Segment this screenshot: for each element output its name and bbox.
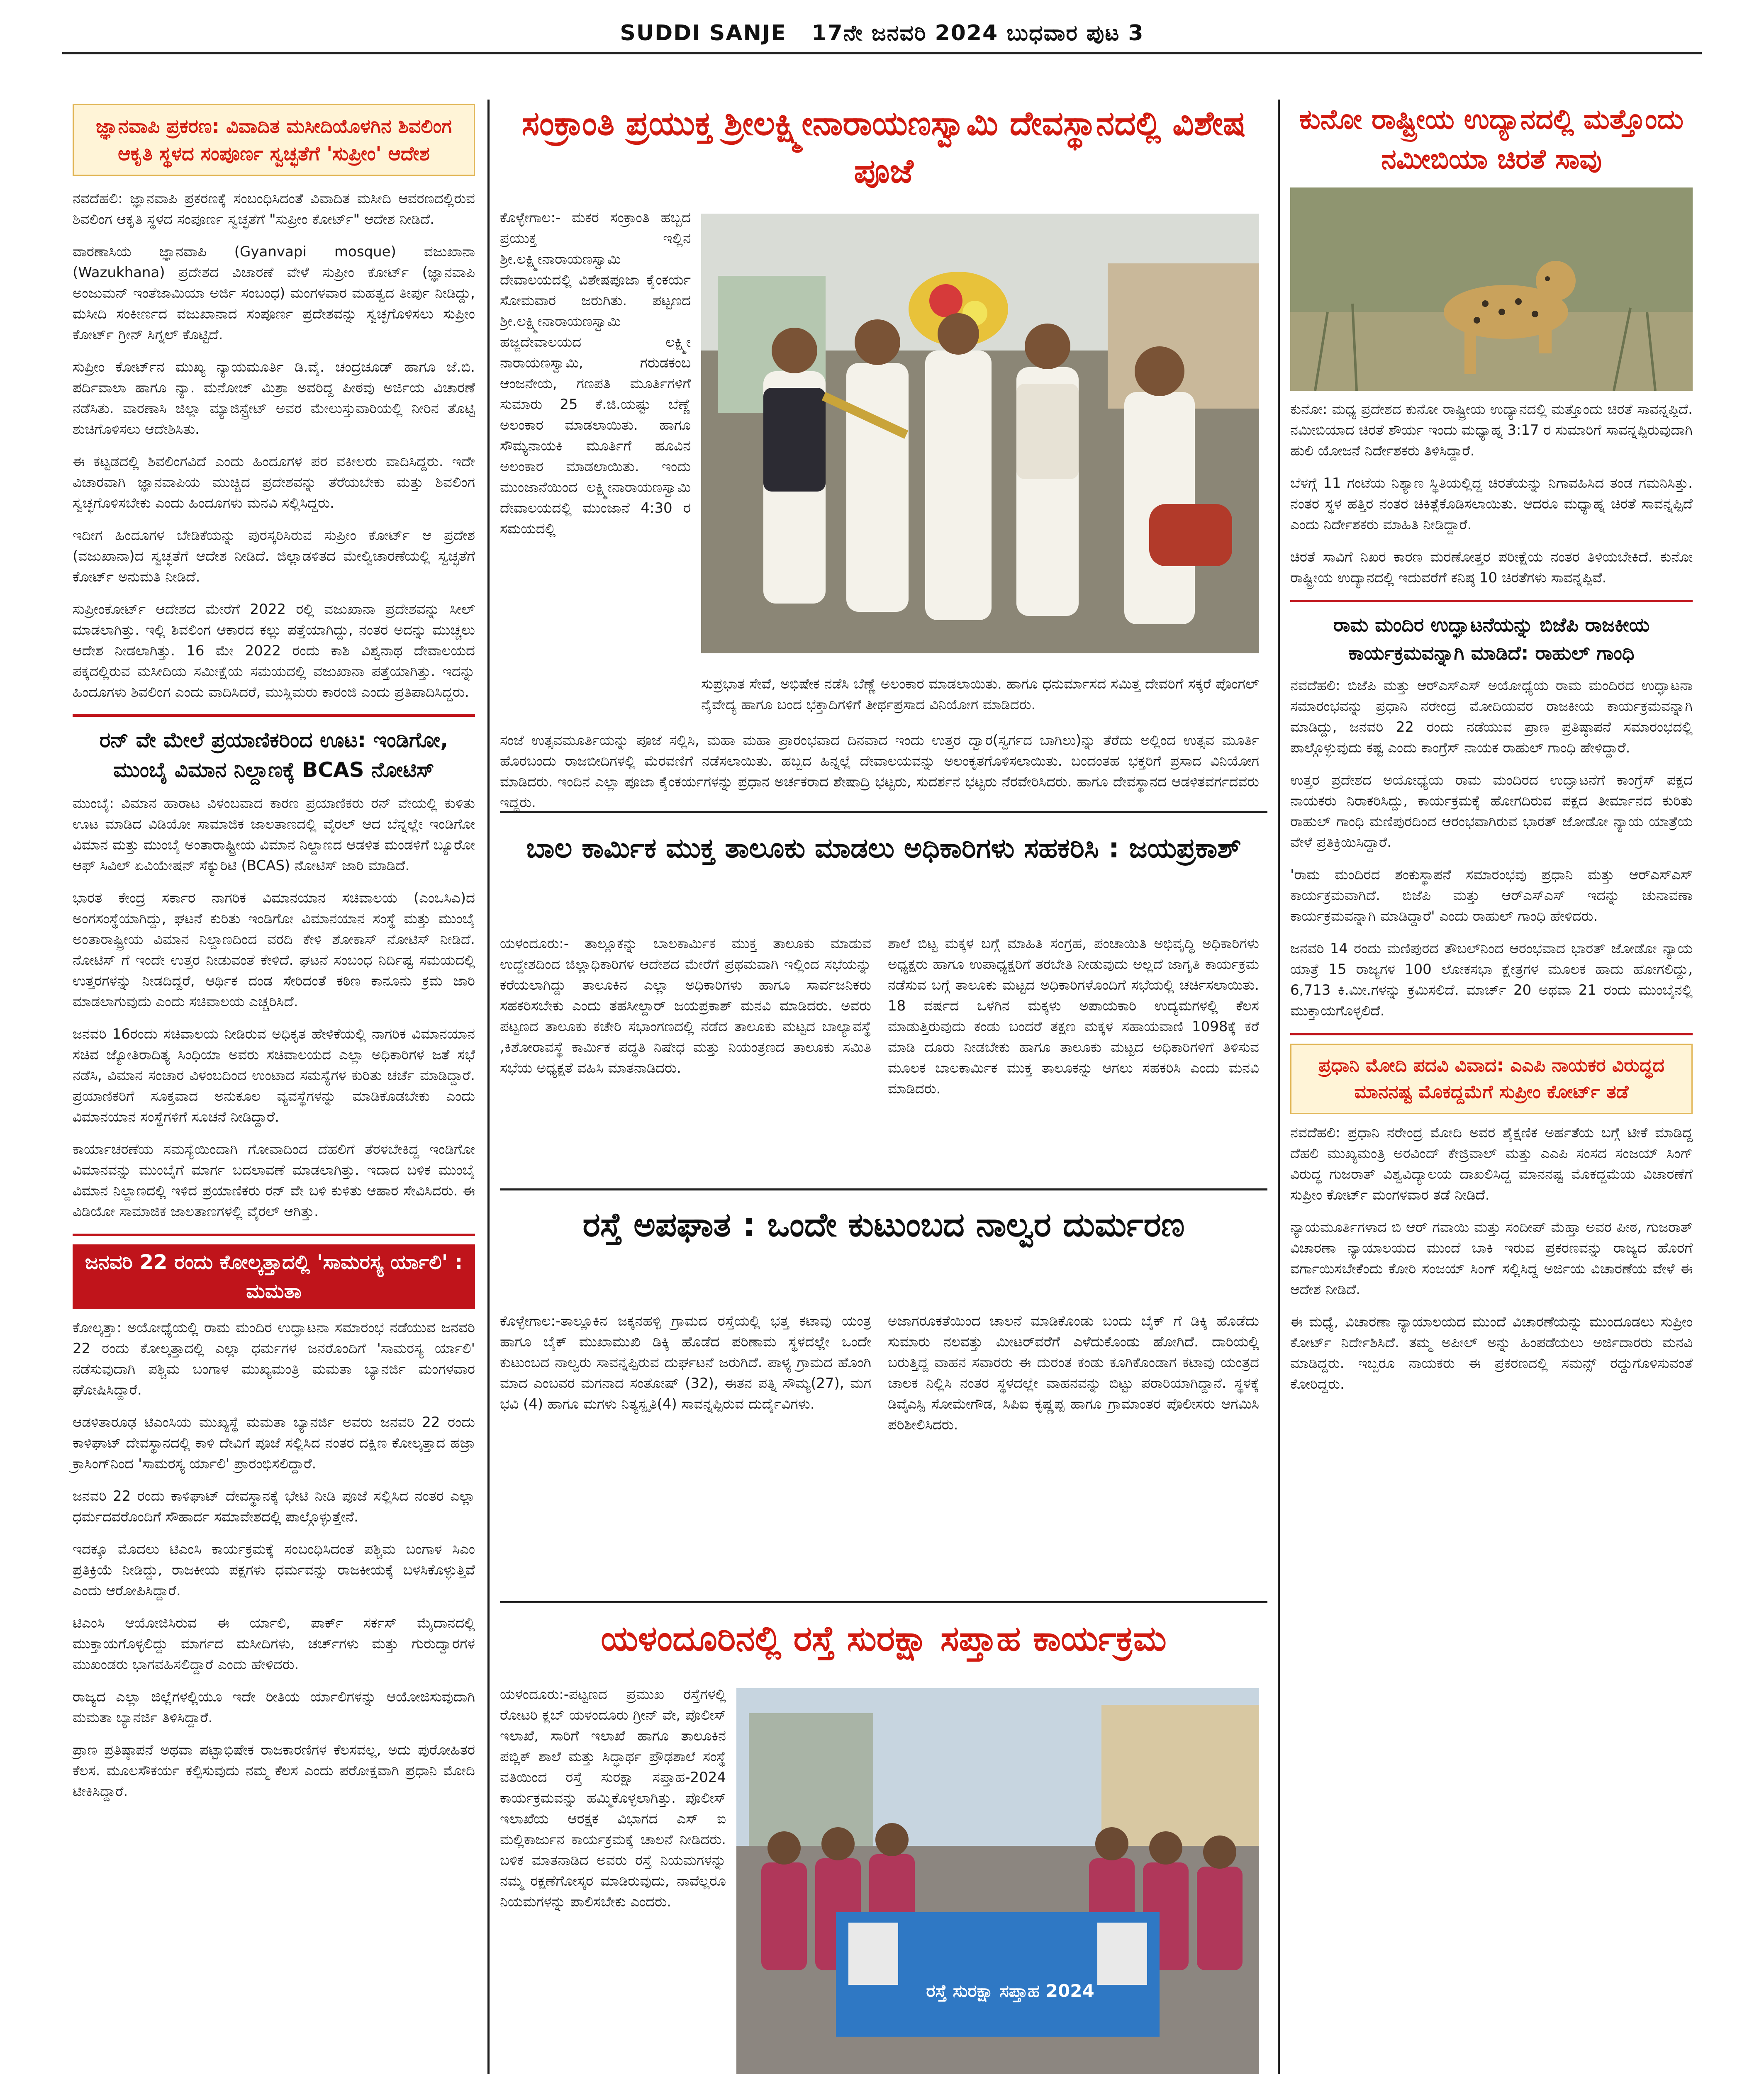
sankranti-left-text-col bbox=[500, 207, 691, 664]
road-safety-left-text: ಯಳಂದೂರು:-ಪಟ್ಟಣದ ಪ್ರಮುಖ ರಸ್ತೆಗಳಲ್ಲಿ ರೋಟರಿ ಕ್ಲಬ್ ಯಳಂದೂರು ಗ್ರೀನ್ ವೇ, ಪೊಲೀಸ್ ಇಲಾಖೆ, ಸಾರಿಗೆ ಇಲಾಖೆ ಹಾಗೂ ತಾಲೂಕಿನ ಪಬ್ಲಿಕ್ ಶಾಲೆ ಮತ್ತು ಸಿದ್ಧಾರ್ಥ ಪ್ರೌಢಶಾಲೆ ಸಂಸ್ಥೆ ವತಿಯಿಂದ ರಸ್ತೆ ಸುರಕ್ಷಾ ಸಪ್ತಾಹ-2024 ಕಾರ್ಯಕ್ರಮವನ್ನು ಹಮ್ಮಿಕೊಳ್ಳಲಾಗಿತ್ತು. ಪೊಲೀಸ್ ಇಲಾಖೆಯ ಆರಕ್ಷಕ ವಿಭಾಗದ ಎಸ್ ಐ ಮಲ್ಲಿಕಾರ್ಜುನ ಕಾರ್ಯಕ್ರಮಕ್ಕೆ ಚಾಲನೆ ನೀಡಿದರು. ಬಳಿಕ ಮಾತನಾಡಿದ ಅವರು ರಸ್ತೆ ನಿಯಮಗಳನ್ನು ನಮ್ಮ ರಕ್ಷಣೆಗೋಸ್ಕರ ಮಾಡಿರುವುದು, ನಾವೆಲ್ಲರೂ ನಿಯಮಗಳನ್ನು ಪಾಲಿಸಬೇಕು ಎಂದರು. bbox=[500, 1686, 726, 1910]
rahul-headline: ರಾಮ ಮಂದಿರ ಉದ್ಘಾಟನೆಯನ್ನು ಬಿಜೆಪಿ ರಾಜಕೀಯ ಕಾರ್ಯಕ್ರಮವನ್ನಾಗಿ ಮಾಡಿದೆ: ರಾಹುಲ್ ಗಾಂಧಿ bbox=[1333, 613, 1650, 664]
child-labour-col-1 bbox=[500, 933, 871, 1090]
runway-paragraph: ಭಾರತ ಕೇಂದ್ರ ಸರ್ಕಾರ ನಾಗರಿಕ ವಿಮಾನಯಾನ ಸಚಿವಾಲಯ (ಎಂಒಸಿಎ)ದ ಅಂಗಸಂಸ್ಥೆಯಾಗಿದ್ದು, ಘಟನೆ ಕುರಿತು ಇಂಡಿಗೋ ವಿಮಾನಯಾನ ಸಂಸ್ಥೆ ಮತ್ತು ಮುಂಬೈ ಅಂತಾರಾಷ್ಟ್ರೀಯ ವಿಮಾನ ನಿಲ್ದಾಣದಿಂದ ವರದಿ ಕೇಳಿ ಶೋಕಾಸ್ ನೋಟಿಸ್ ನೀಡಿದೆ. ನೋಟಿಸ್ ಗೆ ಇಂದೇ ಉತ್ತರ ನೀಡುವಂತೆ ಕೇಳಿದೆ. ಘಟನೆ ಸಂಬಂಧ ನಿರ್ದಿಷ್ಟ ಸಮಯದಲ್ಲಿ ಉತ್ತರಗಳನ್ನು ನೀಡದಿದ್ದರೆ, ಆರ್ಥಿಕ ದಂಡ ಸೇರಿದಂತೆ ಕಠಿಣ ಕಾನೂನು ಕ್ರಮ ಜಾರಿ ಮಾಡಲಾಗುವುದು ಎಂದು ಸಚಿವಾಲಯ ಎಚ್ಚರಿಸಿದೆ. bbox=[73, 890, 475, 1010]
gyanvapi-paragraph: ನವದೆಹಲಿ: ಜ್ಞಾನವಾಪಿ ಪ್ರಕರಣಕ್ಕೆ ಸಂಬಂಧಿಸಿದಂತೆ ವಿವಾದಿತ ಮಸೀದಿ ಆವರಣದಲ್ಲಿರುವ ಶಿವಲಿಂಗ ಆಕೃತಿ ಸ್ಥಳದ ಸಂಪೂರ್ಣ ಸ್ವಚ್ಛತೆಗೆ "ಸುಪ್ರೀಂ ಕೋರ್ಟ್" ಆದೇಶ ನೀಡಿದೆ. bbox=[73, 190, 475, 228]
paper-name: SUDDI SANJE bbox=[620, 21, 787, 46]
rahul-paragraph: ಜನವರಿ 14 ರಂದು ಮಣಿಪುರದ ತೌಬಲ್‌ನಿಂದ ಆರಂಭವಾದ ಭಾರತ್ ಜೋಡೋ ನ್ಯಾಯ ಯಾತ್ರೆ 15 ರಾಜ್ಯಗಳ 100 ಲೋಕಸಭಾ ಕ್ಷೇತ್ರಗಳ ಮೂಲಕ ಹಾದು ಹೋಗಲಿದ್ದು, 6,713 ಕಿ.ಮೀ.ಗಳನ್ನು ಕ್ರಮಿಸಲಿದೆ. ಮಾರ್ಚ್ 20 ಅಥವಾ 21 ರಂದು ಮುಂಬೈನಲ್ಲಿ ಮುಕ್ತಾಯಗೊಳ್ಳಲಿದೆ. bbox=[1290, 940, 1693, 1019]
child-labour-col-2 bbox=[888, 933, 1259, 1111]
accident-text-2: ಅಜಾಗರೂಕತೆಯಿಂದ ಚಾಲನೆ ಮಾಡಿಕೊಂಡು ಬಂದು ಬೈಕ್ ಗೆ ಡಿಕ್ಕಿ ಹೊಡೆದು ಸುಮಾರು ನಲವತ್ತು ಮೀಟರ್‌ವರೆಗೆ ಎಳೆದುಕೊಂಡು ಹೋಗಿದೆ. ದಾರಿಯಲ್ಲಿ ಬರುತ್ತಿದ್ದ ವಾಹನ ಸವಾರರು ಈ ದುರಂತ ಕಂಡು ಕೂಗಿಕೊಂಡಾಗ ಕಟಾವು ಯಂತ್ರದ ಚಾಲಕ ನಿಲ್ಲಿಸಿ ನಂತರ ಸ್ಥಳದಲ್ಲೇ ವಾಹನವನ್ನು ಬಿಟ್ಟು ಪರಾರಿಯಾಗಿದ್ದಾನೆ. ಸ್ಥಳಕ್ಕೆ ಡಿವೈಎಸ್ಪಿ ಸೋಮೇಗೌಡ, ಸಿಪಿಐ ಕೃಷ್ಣಪ್ಪ ಹಾಗೂ ಗ್ರಾಮಾಂತರ ಪೊಲೀಸರು ಆಗಮಿಸಿ ಪರಿಶೀಲಿಸಿದರು. bbox=[888, 1313, 1259, 1433]
accident-headline: ರಸ್ತೆ ಅಪಘಾತ : ಒಂದೇ ಕುಟುಂಬದ ನಾಲ್ವರ ದುರ್ಮರಣ bbox=[582, 1205, 1185, 1244]
cheetah-photo bbox=[1290, 187, 1693, 391]
modi-paragraph: ನವದೆಹಲಿ: ಪ್ರಧಾನಿ ನರೇಂದ್ರ ಮೋದಿ ಅವರ ಶೈಕ್ಷಣಿಕ ಅರ್ಹತೆಯ ಬಗ್ಗೆ ಟೀಕೆ ಮಾಡಿದ್ದ ದೆಹಲಿ ಮುಖ್ಯಮಂತ್ರಿ ಅರವಿಂದ್ ಕೇಜ್ರಿವಾಲ್ ಮತ್ತು ಎಎಪಿ ಸಂಸದ ಸಂಜಯ್ ಸಿಂಗ್ ವಿರುದ್ಧ ಗುಜರಾತ್ ವಿಶ್ವವಿದ್ಯಾಲಯ ದಾಖಲಿಸಿದ್ದ ಮಾನನಷ್ಟ ಮೊಕದ್ದಮೆಯ ವಿಚಾರಣೆಗೆ ಸುಪ್ರೀಂ ಕೋರ್ಟ್ ಮಂಗಳವಾರ ತಡೆ ನೀಡಿದೆ. bbox=[1290, 1125, 1693, 1203]
mamata-paragraph: ಕೋಲ್ಕತ್ತಾ: ಅಯೋಧ್ಯೆಯಲ್ಲಿ ರಾಮ ಮಂದಿರ ಉದ್ಘಾಟನಾ ಸಮಾರಂಭ ನಡೆಯುವ ಜನವರಿ 22 ರಂದು ಕೋಲ್ಕತ್ತಾದಲ್ಲಿ ಎಲ್ಲಾ ಧರ್ಮಗಳ ಜನರೊಂದಿಗೆ 'ಸಾಮರಸ್ಯ ರ್ಯಾಲಿ' ನಡೆಸುವುದಾಗಿ ಪಶ್ಚಿಮ ಬಂಗಾಳ ಮುಖ್ಯಮಂತ್ರಿ ಮಮತಾ ಬ್ಯಾನರ್ಜಿ ಮಂಗಳವಾರ ಘೋಷಿಸಿದ್ದಾರೆ. bbox=[73, 1319, 475, 1398]
gyanvapi-headline-box bbox=[73, 104, 475, 176]
modi-paragraph: ನ್ಯಾಯಮೂರ್ತಿಗಳಾದ ಬಿ ಆರ್ ಗವಾಯಿ ಮತ್ತು ಸಂದೀಪ್ ಮೆಹ್ತಾ ಅವರ ಪೀಠ, ಗುಜರಾತ್ ವಿಚಾರಣಾ ನ್ಯಾಯಾಲಯದ ಮುಂದೆ ಬಾಕಿ ಇರುವ ಪ್ರಕರಣವನ್ನು ರಾಜ್ಯದ ಹೊರಗೆ ವರ್ಗಾಯಿಸಬೇಕೆಂದು ಕೋರಿ ಸಂಜಯ್ ಸಿಂಗ್ ಸಲ್ಲಿಸಿದ್ದ ಅರ್ಜಿಯ ವಿಚಾರಣೆಯ ವೇಳೆ ಈ ಆದೇಶ ನೀಡಿದೆ. bbox=[1290, 1219, 1693, 1298]
mamata-paragraph: ಆಡಳಿತಾರೂಢ ಟಿಎಂಸಿಯ ಮುಖ್ಯಸ್ಥೆ ಮಮತಾ ಬ್ಯಾನರ್ಜಿ ಅವರು ಜನವರಿ 22 ರಂದು ಕಾಳಿಘಾಟ್ ದೇವಸ್ಥಾನದಲ್ಲಿ ಕಾಳಿ ದೇವಿಗೆ ಪೂಜೆ ಸಲ್ಲಿಸಿದ ನಂತರ ದಕ್ಷಿಣ ಕೋಲ್ಕತ್ತಾದ ಹಜ್ರಾ ಕ್ರಾಸಿಂಗ್‌ನಿಂದ 'ಸಾಮರಸ್ಯ ರ್ಯಾಲಿ' ಪ್ರಾರಂಭಿಸಲಿದ್ದಾರೆ. bbox=[73, 1414, 475, 1472]
cheetah-photo-illustration bbox=[1290, 187, 1693, 391]
column-divider-left bbox=[487, 100, 490, 2074]
sankranti-bottom-col bbox=[500, 730, 1259, 825]
mamata-paragraph: ಪ್ರಾಣ ಪ್ರತಿಷ್ಠಾಪನೆ ಅಥವಾ ಪಟ್ಟಾಭಿಷೇಕ ರಾಜಕಾರಣಿಗಳ ಕೆಲಸವಲ್ಲ, ಅದು ಪುರೋಹಿತರ ಕೆಲಸ. ಮೂಲಸೌಕರ್ಯ ಕಲ್ಪಿಸುವುದು ನಮ್ಮ ಕೆಲಸ ಎಂದು ಪರೋಕ್ಷವಾಗಿ ಪ್ರಧಾನಿ ಮೋದಿ ಟೀಕಿಸಿದ್ದಾರೆ. bbox=[73, 1742, 475, 1800]
date-line: 17ನೇ ಜನವರಿ 2024 ಬುಧವಾರ ಪುಟ 3 bbox=[811, 21, 1144, 46]
sankranti-procession-photo bbox=[701, 214, 1259, 653]
road-safety-photo-illustration bbox=[736, 1688, 1259, 2074]
child-labour-headline: ಬಾಲ ಕಾರ್ಮಿಕ ಮುಕ್ತ ತಾಲೂಕು ಮಾಡಲು ಅಧಿಕಾರಿಗಳು ಸಹಕರಿಸಿ : ಜಯಪ್ರಕಾಶ್ bbox=[526, 832, 1241, 864]
cheetah-paragraph: ಕುನೋ: ಮಧ್ಯ ಪ್ರದೇಶದ ಕುನೋ ರಾಷ್ಟ್ರೀಯ ಉದ್ಯಾನದಲ್ಲಿ ಮತ್ತೊಂದು ಚಿರತೆ ಸಾವನ್ನಪ್ಪಿದೆ. ನಮೀಬಿಯಾದ ಚಿರತೆ ಶೌರ್ಯ ಇಂದು ಮಧ್ಯಾಹ್ನ 3:17 ರ ಸುಮಾರಿಗೆ ಸಾವನ್ನಪ್ಪಿರುವುದಾಗಿ ಹುಲಿ ಯೋಜನೆ ನಿರ್ದೇಶಕರು ತಿಳಿಸಿದ್ದಾರೆ. bbox=[1290, 401, 1693, 459]
rahul-paragraph: ನವದೆಹಲಿ: ಬಿಜೆಪಿ ಮತ್ತು ಆರ್‌ಎಸ್‌ಎಸ್ ಅಯೋಧ್ಯೆಯ ರಾಮ ಮಂದಿರದ ಉದ್ಘಾಟನಾ ಸಮಾರಂಭವನ್ನು ಪ್ರಧಾನಿ ನರೇಂದ್ರ ಮೋದಿಯವರ ರಾಜಕೀಯ ಕಾರ್ಯಕ್ರಮವನ್ನಾಗಿ ಮಾಡಿದ್ದು, ಜನವರಿ 22 ರಂದು ನಡೆಯುವ ಪ್ರಾಣ ಪ್ರತಿಷ್ಠಾಪನೆ ಸಮಾರಂಭದಲ್ಲಿ ಪಾಲ್ಗೊಳ್ಳುವುದು ಕಷ್ಟ ಎಂದು ಕಾಂಗ್ರೆಸ್ ನಾಯಕ ರಾಹುಲ್ ಗಾಂಧಿ ಹೇಳಿದ್ದಾರೆ. bbox=[1290, 677, 1693, 756]
mamata-paragraph: ಜನವರಿ 22 ರಂದು ಕಾಳಿಘಾಟ್ ದೇವಸ್ಥಾನಕ್ಕೆ ಭೇಟಿ ನೀಡಿ ಪೂಜೆ ಸಲ್ಲಿಸಿದ ನಂತರ ಎಲ್ಲಾ ಧರ್ಮದವರೊಂದಿಗೆ ಸೌಹಾರ್ದ ಸಮಾವೇಶದಲ್ಲಿ ಪಾಲ್ಗೊಳ್ಳುತ್ತೇನೆ. bbox=[73, 1488, 475, 1525]
sankranti-caption: ಸುಪ್ರಭಾತ ಸೇವೆ, ಅಭಿಷೇಕ ನಡೆಸಿ ಬೆಣ್ಣೆ ಅಲಂಕಾರ ಮಾಡಲಾಯಿತು. ಹಾಗೂ ಧನುರ್ಮಾಸದ ಸಮಿತ್ತ ದೇವರಿಗೆ ಸಕ್ಕರೆ ಪೊಂಗಲ್ ನೈವೇದ್ಯ ಹಾಗೂ ಬಂದ ಭಕ್ತಾದಿಗಳಿಗೆ ತೀರ್ಥಪ್ರಸಾದ ವಿನಿಯೋಗ ಮಾಡಿದರು. bbox=[701, 676, 1259, 713]
center-divider bbox=[500, 1188, 1267, 1190]
center-divider bbox=[500, 811, 1267, 813]
section-divider bbox=[1290, 1033, 1693, 1035]
section-divider bbox=[1290, 600, 1693, 602]
runway-headline: ರನ್ ವೇ ಮೇಲೆ ಪ್ರಯಾಣಿಕರಿಂದ ಊಟ: ಇಂಡಿಗೋ, ಮುಂಬೈ ವಿಮಾನ ನಿಲ್ದಾಣಕ್ಕೆ BCAS ನೋಟಿಸ್ bbox=[99, 728, 448, 782]
section-divider bbox=[73, 1234, 475, 1236]
gyanvapi-headline: ಜ್ಞಾನವಾಪಿ ಪ್ರಕರಣ: ವಿವಾದಿತ ಮಸೀದಿಯೊಳಗಿನ ಶಿವಲಿಂಗ ಆಕೃತಿ ಸ್ಥಳದ ಸಂಪೂರ್ಣ ಸ್ವಚ್ಛತೆಗೆ 'ಸುಪ್ರೀಂ' ಆದೇಶ bbox=[96, 115, 452, 165]
mamata-headline-box bbox=[73, 1244, 475, 1309]
rahul-paragraph: 'ರಾಮ ಮಂದಿರದ ಶಂಕುಸ್ಥಾಪನೆ ಸಮಾರಂಭವು ಪ್ರಧಾನಿ ಮತ್ತು ಆರ್‌ಎಸ್‌ಎಸ್ ಕಾರ್ಯಕ್ರಮವಾಗಿದೆ. ಬಿಜೆಪಿ ಮತ್ತು ಆರ್‌ಎಸ್‌ಎಸ್ ಇದನ್ನು ಚುನಾವಣಾ ಕಾರ್ಯಕ್ರಮವನ್ನಾಗಿ ಮಾಡಿದ್ದಾರೆ' ಎಂದು ರಾಹುಲ್ ಗಾಂಧಿ ಹೇಳಿದರು. bbox=[1290, 867, 1693, 925]
road-safety-group-photo bbox=[736, 1688, 1259, 2074]
runway-paragraph: ಜನವರಿ 16ರಂದು ಸಚಿವಾಲಯ ನೀಡಿರುವ ಅಧಿಕೃತ ಹೇಳಿಕೆಯಲ್ಲಿ ನಾಗರಿಕ ವಿಮಾನಯಾನ ಸಚಿವ ಜ್ಯೋತಿರಾದಿತ್ಯ ಸಿಂಧಿಯಾ ಅವರು ಸಚಿವಾಲಯದ ಎಲ್ಲಾ ಅಧಿಕಾರಿಗಳ ಜತೆ ಸಭೆ ನಡೆಸಿ, ವಿಮಾನ ಸಂಚಾರ ವಿಳಂಬದಿಂದ ಉಂಟಾದ ಸಮಸ್ಯೆಗಳ ಕುರಿತು ಚರ್ಚೆ ಮಾಡಿದ್ದಾರೆ. ಪ್ರಯಾಣಿಕರಿಗೆ ಸೂಕ್ತವಾದ ಅನುಕೂಲ ವ್ಯವಸ್ಥೆಗಳನ್ನು ಮಾಡಿಕೊಡಬೇಕು ಎಂದು ವಿಮಾನಯಾನ ಸಂಸ್ಥೆಗಳಿಗೆ ಸೂಚನೆ ನೀಡಿದ್ದಾರೆ. bbox=[73, 1026, 475, 1125]
gyanvapi-paragraph: ಈ ಕಟ್ಟಡದಲ್ಲಿ ಶಿವಲಿಂಗವಿದೆ ಎಂದು ಹಿಂದೂಗಳ ಪರ ವಕೀಲರು ವಾದಿಸಿದ್ದರು. ಇದೇ ವಿಚಾರವಾಗಿ ಜ್ಞಾನವಾಪಿಯ ಮುಚ್ಚಿದ ಪ್ರದೇಶವನ್ನು ತೆರೆಯಬೇಕು ಮತ್ತು ಶಿವಲಿಂಗ ಸ್ವಚ್ಛಗೊಳಿಸಬೇಕು ಎಂದು ಹಿಂದೂಗಳು ಮನವಿ ಸಲ್ಲಿಸಿದ್ದರು. bbox=[73, 453, 475, 511]
modi-headline-box bbox=[1290, 1044, 1693, 1114]
rahul-paragraph: ಉತ್ತರ ಪ್ರದೇಶದ ಅಯೋಧ್ಯೆಯ ರಾಮ ಮಂದಿರದ ಉದ್ಘಾಟನೆಗೆ ಕಾಂಗ್ರೆಸ್ ಪಕ್ಷದ ನಾಯಕರು ನಿರಾಕರಿಸಿದ್ದು, ಕಾರ್ಯಕ್ರಮಕ್ಕೆ ಹೋಗದಿರುವ ಪಕ್ಷದ ತೀರ್ಮಾನದ ಕುರಿತು ರಾಹುಲ್ ಗಾಂಧಿ ಮಣಿಪುರದಿಂದ ಆರಂಭವಾಗಿರುವ ಭಾರತ್ ಜೋಡೋ ನ್ಯಾಯ ಯಾತ್ರೆಯ ವೇಳೆ ಪ್ರತಿಕ್ರಿಯಿಸಿದ್ದಾರೆ. bbox=[1290, 772, 1693, 851]
mamata-paragraph: ರಾಜ್ಯದ ಎಲ್ಲಾ ಜಿಲ್ಲೆಗಳಲ್ಲಿಯೂ ಇದೇ ರೀತಿಯ ರ್ಯಾಲಿಗಳನ್ನು ಆಯೋಜಿಸುವುದಾಗಿ ಮಮತಾ ಬ್ಯಾನರ್ಜಿ ತಿಳಿಸಿದ್ದಾರೆ. bbox=[73, 1689, 475, 1726]
masthead bbox=[0, 21, 1764, 46]
gyanvapi-paragraph: ಸುಪ್ರೀಂ ಕೋರ್ಟ್‌ನ ಮುಖ್ಯ ನ್ಯಾಯಮೂರ್ತಿ ಡಿ.ವೈ. ಚಂದ್ರಚೂಡ್ ಹಾಗೂ ಜೆ.ಬಿ. ಪರ್ದಿವಾಲಾ ಹಾಗೂ ನ್ಯಾ. ಮನೋಜ್ ಮಿಶ್ರಾ ಅವರಿದ್ದ ಪೀಠವು ಅರ್ಜಿಯ ವಿಚಾರಣೆ ನಡೆಸಿತು. ವಾರಣಾಸಿ ಜಿಲ್ಲಾ ಮ್ಯಾಜಿಸ್ಟ್ರೇಟ್ ಅವರ ಮೇಲುಸ್ತುವಾರಿಯಲ್ಲಿ ನೀರಿನ ತೊಟ್ಟಿ ಶುಚಿಗೊಳಿಸಲು ಆದೇಶಿಸಿತು. bbox=[73, 359, 475, 438]
road-safety-headline: ಯಳಂದೂರಿನಲ್ಲಿ ರಸ್ತೆ ಸುರಕ್ಷಾ ಸಪ್ತಾಹ ಕಾರ್ಯಕ್ರಮ bbox=[601, 1618, 1167, 1659]
sankranti-caption-col bbox=[701, 660, 1259, 729]
mamata-headline: ಜನವರಿ 22 ರಂದು ಕೋಲ್ಕತ್ತಾದಲ್ಲಿ 'ಸಾಮರಸ್ಯ ರ್ಯಾಲಿ' : ಮಮತಾ bbox=[85, 1251, 463, 1303]
masthead-rule bbox=[62, 52, 1702, 54]
cheetah-paragraph: ಚಿರತೆ ಸಾವಿಗೆ ನಿಖರ ಕಾರಣ ಮರಣೋತ್ತರ ಪರೀಕ್ಷೆಯ ನಂತರ ತಿಳಿಯಬೇಕಿದೆ. ಕುನೋ ರಾಷ್ಟ್ರೀಯ ಉದ್ಯಾನದಲ್ಲಿ ಇದುವರೆಗೆ ಕನಿಷ್ಠ 10 ಚಿರತೆಗಳು ಸಾವನ್ನಪ್ಪಿವೆ. bbox=[1290, 549, 1693, 586]
gyanvapi-paragraph: ಸುಪ್ರೀಂಕೋರ್ಟ್ ಆದೇಶದ ಮೇರೆಗೆ 2022 ರಲ್ಲಿ ವಜುಖಾನಾ ಪ್ರದೇಶವನ್ನು ಸೀಲ್ ಮಾಡಲಾಗಿತ್ತು. ಇಲ್ಲಿ ಶಿವಲಿಂಗ ಆಕಾರದ ಕಲ್ಲು ಪತ್ತೆಯಾಗಿದ್ದು, ನಂತರ ಅದನ್ನು ಮುಚ್ಚಲು ಆದೇಶ ನೀಡಲಾಗಿತ್ತು. 16 ಮೇ 2022 ರಂದು ಕಾಶಿ ವಿಶ್ವನಾಥ ದೇವಾಲಯದ ಪಕ್ಕದಲ್ಲಿರುವ ಮಸೀದಿಯ ಸಮೀಕ್ಷೆಯ ಸಮಯದಲ್ಲಿ ವಜುಖಾನಾ ಪತ್ತೆಯಾಗಿತ್ತು. ಇದನ್ನು ಹಿಂದೂಗಳು ಶಿವಲಿಂಗ ಎಂದು ವಾದಿಸಿದರೆ, ಮುಸ್ಲಿಮರು ಕಾರಂಜಿ ಎಂದು ಪ್ರತಿಪಾದಿಸಿದ್ದರು. bbox=[73, 601, 475, 701]
modi-paragraph: ಈ ಮಧ್ಯೆ, ವಿಚಾರಣಾ ನ್ಯಾಯಾಲಯದ ಮುಂದೆ ವಿಚಾರಣೆಯನ್ನು ಮುಂದೂಡಲು ಸುಪ್ರೀಂ ಕೋರ್ಟ್ ನಿರ್ದೇಶಿಸಿದೆ. ತಮ್ಮ ಅಪೀಲ್ ಅನ್ನು ಹಿಂಪಡೆಯಲು ಅರ್ಜಿದಾರರು ಮನವಿ ಮಾಡಿದ್ದರು. ಇಬ್ಬರೂ ನಾಯಕರು ಈ ಪ್ರಕರಣದಲ್ಲಿ ಸಮನ್ಸ್ ರದ್ದುಗೊಳಿಸುವಂತೆ ಕೋರಿದ್ದರು. bbox=[1290, 1314, 1693, 1392]
accident-col-1 bbox=[500, 1311, 871, 1426]
accident-story bbox=[500, 1199, 1267, 1251]
child-labour-text-1: ಯಳಂದೂರು:- ತಾಲ್ಲೂಕನ್ನು ಬಾಲಕಾರ್ಮಿಕ ಮುಕ್ತ ತಾಲೂಕು ಮಾಡುವ ಉದ್ದೇಶದಿಂದ ಜಿಲ್ಲಾಧಿಕಾರಿಗಳ ಆದೇಶದ ಮೇರೆಗೆ ಪ್ರಥಮವಾಗಿ ಇಲ್ಲಿಂದ ಸಭೆಯನ್ನು ಕರೆಯಲಾಗಿದ್ದು ತಾಲೂಕಿನ ಎಲ್ಲಾ ಅಧಿಕಾರಿಗಳು ಹಾಗೂ ಸಾರ್ವಜನಿಕರು ಸಹಕರಿಸಬೇಕು ಎಂದು ತಹಸೀಲ್ದಾರ್ ಜಯಪ್ರಕಾಶ್ ಮನವಿ ಮಾಡಿದರು. ಅವರು ಪಟ್ಟಣದ ತಾಲೂಕು ಕಚೇರಿ ಸಭಾಂಗಣದಲ್ಲಿ ನಡೆದ ತಾಲೂಕು ಮಟ್ಟದ ಬಾಲ್ಯಾವಸ್ಥೆ ,ಕಿಶೋರಾವಸ್ಥೆ ಕಾರ್ಮಿಕ ಪದ್ಧತಿ ನಿಷೇಧ ಮತ್ತು ನಿಯಂತ್ರಣದ ತಾಲೂಕು ಸಮಿತಿ ಸಭೆಯ ಅಧ್ಯಕ್ಷತೆ ವಹಿಸಿ ಮಾತನಾಡಿದರು. bbox=[500, 935, 871, 1076]
cheetah-paragraph: ಬೆಳಗ್ಗೆ 11 ಗಂಟೆಯ ನಿಶ್ಯಾಣ ಸ್ಥಿತಿಯಲ್ಲಿದ್ದ ಚಿರತೆಯನ್ನು ನಿಗಾವಹಿಸಿದ ತಂಡ ಗಮನಿಸಿತ್ತು. ನಂತರ ಸ್ಥಳ ಹತ್ತಿರ ನಂತರ ಚಿಕಿತ್ಸೆಕೊಡಿಸಲಾಯಿತು. ಆದರೂ ಮಧ್ಯಾಹ್ನ ಚಿರತೆ ಸಾವನ್ನಪ್ಪಿದೆ ಎಂದು ನಿರ್ದೇಶಕರು ಮಾಹಿತಿ ನೀಡಿದ್ದಾರೆ. bbox=[1290, 475, 1693, 533]
sankranti-headline: ಸಂಕ್ರಾಂತಿ ಪ್ರಯುಕ್ತ ಶ್ರೀಲಕ್ಷ್ಮೀನಾರಾಯಣಸ್ವಾಮಿ ದೇವಸ್ಥಾನದಲ್ಲಿ ವಿಶೇಷ ಪೂಜೆ bbox=[521, 104, 1246, 190]
child-labour-text-2: ಶಾಲೆ ಬಿಟ್ಟ ಮಕ್ಕಳ ಬಗ್ಗೆ ಮಾಹಿತಿ ಸಂಗ್ರಹ, ಪಂಚಾಯಿತಿ ಅಭಿವೃದ್ಧಿ ಅಧಿಕಾರಿಗಳು ಅಧ್ಯಕ್ಷರು ಹಾಗೂ ಉಪಾಧ್ಯಕ್ಷರಿಗೆ ತರಬೇತಿ ನೀಡುವುದು ಅಲ್ಲದೆ ಜಾಗೃತಿ ಕಾರ್ಯಕ್ರಮ ನಡೆಸುವ ಬಗ್ಗೆ ತಾಲೂಕು ಮಟ್ಟದ ಅಧಿಕಾರಿಗಳೊಂದಿಗೆ ಸಭೆಯಲ್ಲಿ ಚರ್ಚಿಸಲಾಯಿತು. 18 ವರ್ಷದ ಒಳಗಿನ ಮಕ್ಕಳು ಅಪಾಯಕಾರಿ ಉದ್ಯಮಗಳಲ್ಲಿ ಕೆಲಸ ಮಾಡುತ್ತಿರುವುದು ಕಂಡು ಬಂದರೆ ತಕ್ಷಣ ಮಕ್ಕಳ ಸಹಾಯವಾಣಿ 1098ಕ್ಕೆ ಕರೆ ಮಾಡಿ ದೂರು ನೀಡಬೇಕು ಹಾಗೂ ತಾಲೂಕು ಮಟ್ಟದ ಅಧಿಕಾರಿಗಳಿಗೆ ತಿಳಿಸುವ ಮೂಲಕ ಬಾಲಕಾರ್ಮಿಕ ಮುಕ್ತ ತಾಲೂಕನ್ನು ಆಗಲು ಸಹಕರಿಸಿ ಎಂದು ಮನವಿ ಮಾಡಿದರು. bbox=[888, 935, 1259, 1097]
column-divider-right bbox=[1278, 100, 1280, 2074]
sankranti-left-text: ಕೊಳ್ಳೇಗಾಲ:- ಮಕರ ಸಂಕ್ರಾಂತಿ ಹಬ್ಬದ ಪ್ರಯುಕ್ತ ಇಲ್ಲಿನ ಶ್ರೀ.ಲಕ್ಷ್ಮೀನಾರಾಯಣಸ್ವಾಮಿ ದೇವಾಲಯದಲ್ಲಿ ವಿಶೇಷಪೂಜಾ ಕೈಂಕರ್ಯ ಸೋಮವಾರ ಜರುಗಿತು. ಪಟ್ಟಣದ ಶ್ರೀ.ಲಕ್ಷ್ಮೀನಾರಾಯಣಸ್ವಾಮಿ ಹಜ್ಜದೇವಾಲಯದ ಲಕ್ಷ್ಮೀ ನಾರಾಯಣಸ್ವಾಮಿ, ಗರುಡಕಂಬ ಆಂಜನೇಯ, ಗಣಪತಿ ಮೂರ್ತಿಗಳಿಗೆ ಸುಮಾರು 25 ಕೆ.ಜಿ.ಯಷ್ಟು ಬೆಣ್ಣೆ ಅಲಂಕಾರ ಮಾಡಲಾಯಿತು. ಹಾಗೂ ಸೌಮ್ಯನಾಯಕಿ ಮೂರ್ತಿಗೆ ಹೂವಿನ ಅಲಂಕಾರ ಮಾಡಲಾಯಿತು. ಇಂದು ಮುಂಜಾನೆಯಿಂದ ಲಕ್ಷ್ಮೀನಾರಾಯಣಸ್ವಾಮಿ ದೇವಾಲಯದಲ್ಲಿ ಮುಂಜಾನೆ 4:30 ರ ಸಮಯದಲ್ಲಿ bbox=[500, 209, 691, 537]
sankranti-story bbox=[500, 100, 1267, 195]
road-safety-banner-text: ರಸ್ತೆ ಸುರಕ್ಷಾ ಸಪ್ತಾಹ 2024 bbox=[926, 1981, 1094, 2001]
section-divider bbox=[73, 714, 475, 717]
road-safety-story bbox=[500, 1614, 1267, 1663]
child-labour-story bbox=[500, 825, 1267, 871]
sankranti-bottom-text: ಸಂಜೆ ಉತ್ಸವಮೂರ್ತಿಯನ್ನು ಪೂಜೆ ಸಲ್ಲಿಸಿ, ಮಹಾ ಮಹಾ ಪ್ರಾರಂಭವಾದ ದಿನವಾದ ಇಂದು ಉತ್ತರ ದ್ವಾರ(ಸ್ವರ್ಗದ ಬಾಗಿಲು)ನ್ನು ತೆರೆದು ಅಲ್ಲಿಂದ ಉತ್ಸವ ಮೂರ್ತಿ ಹೊರಬಂದು ರಾಜಬೀದಿಗಳಲ್ಲಿ ಮೆರವಣಿಗೆ ನಡೆಸಲಾಯಿತು. ಹಬ್ಬದ ಹಿನ್ನಲ್ಲೆ ದೇವಾಲಯವನ್ನು ಅಲಂಕೃತಗೊಳಿಸಲಾಯಿತು. ಬಂದಂತಹ ಭಕ್ತರಿಗೆ ಪ್ರಸಾದ ವಿನಿಯೋಗ ಮಾಡಿದರು. ಇಂದಿನ ಎಲ್ಲಾ ಪೂಜಾ ಕೈಂಕರ್ಯಗಳನ್ನು ಪ್ರಧಾನ ಅರ್ಚಕರಾದ ಶೇಷಾದ್ರಿ ಭಟ್ಟರು, ಸುದರ್ಶನ ಭಟ್ಟರು ನೆರವೇರಿಸಿದರು. ಹಾಗೂ ದೇವಸ್ಥಾನದ ಆಡಳಿತವರ್ಗದವರು ಇದ್ದರು. bbox=[500, 732, 1259, 811]
center-divider bbox=[500, 1601, 1267, 1603]
mamata-paragraph: ಇದಕ್ಕೂ ಮೊದಲು ಟಿಎಂಸಿ ಕಾರ್ಯಕ್ರಮಕ್ಕೆ ಸಂಬಂಧಿಸಿದಂತೆ ಪಶ್ಚಿಮ ಬಂಗಾಳ ಸಿಎಂ ಪ್ರತಿಕ್ರಿಯೆ ನೀಡಿದ್ದು, ರಾಜಕೀಯ ಪಕ್ಷಗಳು ಧರ್ಮವನ್ನು ರಾಜಕೀಯಕ್ಕೆ ಬಳಸಿಕೊಳ್ಳುತ್ತಿವೆ ಎಂದು ಆರೋಪಿಸಿದ್ದಾರೆ. bbox=[73, 1541, 475, 1599]
modi-headline: ಪ್ರಧಾನಿ ಮೋದಿ ಪದವಿ ವಿವಾದ: ಎಎಪಿ ನಾಯಕರ ವಿರುದ್ಧದ ಮಾನನಷ್ಟ ಮೊಕದ್ದಮೆಗೆ ಸುಪ್ರೀಂ ಕೋರ್ಟ್ ತಡೆ bbox=[1318, 1055, 1664, 1103]
gyanvapi-paragraph: ವಾರಣಾಸಿಯ ಜ್ಞಾನವಾಪಿ (Gyanvapi mosque) ವಜುಖಾನಾ (Wazukhana) ಪ್ರದೇಶದ ವಿಚಾರಣೆ ವೇಳೆ ಸುಪ್ರೀಂ ಕೋರ್ಟ್ (ಜ್ಞಾನವಾಪಿ ಅಂಜುಮನ್ ಇಂತೆಜಾಮಿಯಾ ಅರ್ಜಿ ಸಂಬಂಧ) ಮಂಗಳವಾರ ಮಹತ್ವದ ತೀರ್ಪು ನೀಡಿದ್ದು, ಮಸೀದಿ ಸಂಕೀರ್ಣದ ವಜುಖಾನಾದ ಸಂಪೂರ್ಣ ಪ್ರದೇಶವನ್ನು ಸ್ವಚ್ಛಗೊಳಿಸಲು ಸುಪ್ರೀಂ ಕೋರ್ಟ್ ಗ್ರೀನ್ ಸಿಗ್ನಲ್ ಕೊಟ್ಟಿದೆ. bbox=[73, 243, 475, 343]
road-safety-left-col bbox=[500, 1684, 726, 2074]
runway-paragraph: ಮುಂಬೈ: ವಿಮಾನ ಹಾರಾಟ ವಿಳಂಬವಾದ ಕಾರಣ ಪ್ರಯಾಣಿಕರು ರನ್ ವೇಯಲ್ಲಿ ಕುಳಿತು ಊಟ ಮಾಡಿದ ವಿಡಿಯೋ ಸಾಮಾಜಿಕ ಜಾಲತಾಣದಲ್ಲಿ ವೈರಲ್ ಆದ ಬೆನ್ನಲ್ಲೇ ಇಂಡಿಗೋ ವಿಮಾನ ಮತ್ತು ಮುಂಬೈ ಅಂತಾರಾಷ್ಟ್ರೀಯ ವಿಮಾನ ನಿಲ್ದಾಣದ ಆಡಳಿತ ಮಂಡಳಿಗೆ ಬ್ಯೂರೋ ಆಫ್ ಸಿವಿಲ್ ಏವಿಯೇಷನ್ ಸೆಕ್ಯುರಿಟಿ (BCAS) ನೋಟಿಸ್ ಜಾರಿ ಮಾಡಿದೆ. bbox=[73, 795, 475, 874]
accident-text-1: ಕೊಳ್ಳೇಗಾಲ:-ತಾಲ್ಲೂಕಿನ ಜಕ್ಕನಹಳ್ಳಿ ಗ್ರಾಮದ ರಸ್ತೆಯಲ್ಲಿ ಭತ್ತ ಕಟಾವು ಯಂತ್ರ ಹಾಗೂ ಬೈಕ್ ಮುಖಾಮುಖಿ ಡಿಕ್ಕಿ ಹೊಡೆದ ಪರಿಣಾಮ ಸ್ಥಳದಲ್ಲೇ ಒಂದೇ ಕುಟುಂಬದ ನಾಲ್ವರು ಸಾವನ್ನಪ್ಪಿರುವ ದುರ್ಘಟನೆ ಜರುಗಿದೆ. ಪಾಳ್ಯ ಗ್ರಾಮದ ಹೊಂಗಿ ಮಾದ ಎಂಬವರ ಮಗನಾದ ಸಂತೋಷ್ (32), ಈತನ ಪತ್ನಿ ಸೌಮ್ಯ(27), ಮಗ ಭವಿ (4) ಹಾಗೂ ಮಗಳು ನಿತ್ಯಸ್ಪೃತಿ(4) ಸಾವನ್ನಪ್ಪಿರುವ ದುರ್ದೈವಿಗಳು. bbox=[500, 1313, 871, 1412]
mamata-paragraph: ಟಿಎಂಸಿ ಆಯೋಜಿಸಿರುವ ಈ ರ್ಯಾಲಿ, ಪಾರ್ಕ್ ಸರ್ಕಸ್ ಮೈದಾನದಲ್ಲಿ ಮುಕ್ತಾಯಗೊಳ್ಳಲಿದ್ದು ಮಾರ್ಗದ ಮಸೀದಿಗಳು, ಚರ್ಚ್‌ಗಳು ಮತ್ತು ಗುರುದ್ವಾರಗಳ ಮುಖಂಡರು ಭಾಗವಹಿಸಲಿದ್ದಾರೆ ಎಂದು ಹೇಳಿದರು. bbox=[73, 1615, 475, 1673]
gyanvapi-paragraph: ಇದೀಗ ಹಿಂದೂಗಳ ಬೇಡಿಕೆಯನ್ನು ಪುರಸ್ಕರಿಸಿರುವ ಸುಪ್ರೀಂ ಕೋರ್ಟ್ ಆ ಪ್ರದೇಶ (ವಜುಖಾನಾ)ದ ಸ್ವಚ್ಛತೆಗೆ ಆದೇಶ ನೀಡಿದೆ. ಜಿಲ್ಲಾಡಳಿತದ ಮೇಲ್ವಿಚಾರಣೆಯಲ್ಲಿ ಸ್ವಚ್ಛತೆಗೆ ಕೋರ್ಟ್ ಅನುಮತಿ ನೀಡಿದೆ. bbox=[73, 527, 475, 585]
sankranti-photo-illustration bbox=[701, 214, 1259, 653]
left-column bbox=[73, 104, 475, 1814]
accident-col-2 bbox=[888, 1311, 1259, 1447]
cheetah-headline: ಕುನೋ ರಾಷ್ಟ್ರೀಯ ಉದ್ಯಾನದಲ್ಲಿ ಮತ್ತೊಂದು ನಮೀಬಿಯಾ ಚಿರತೆ ಸಾವು bbox=[1299, 103, 1684, 175]
runway-paragraph: ಕಾರ್ಯಾಚರಣೆಯ ಸಮಸ್ಯೆಯಿಂದಾಗಿ ಗೋವಾದಿಂದ ದೆಹಲಿಗೆ ತೆರಳಬೇಕಿದ್ದ ಇಂಡಿಗೋ ವಿಮಾನವನ್ನು ಮುಂಬೈಗೆ ಮಾರ್ಗ ಬದಲಾವಣೆ ಮಾಡಲಾಗಿತ್ತು. ಇದಾದ ಬಳಿಕ ಮುಂಬೈ ವಿಮಾನ ನಿಲ್ದಾಣದಲ್ಲಿ ಇಳಿದ ಪ್ರಯಾಣಿಕರು ರನ್ ವೇ ಬಳಿ ಕುಳಿತು ಆಹಾರ ಸೇವಿಸಿದರು. ಈ ವಿಡಿಯೋ ಸಾಮಾಜಿಕ ಜಾಲತಾಣಗಳಲ್ಲಿ ವೈರಲ್ ಆಗಿತ್ತು. bbox=[73, 1141, 475, 1220]
right-column bbox=[1290, 100, 1693, 1406]
